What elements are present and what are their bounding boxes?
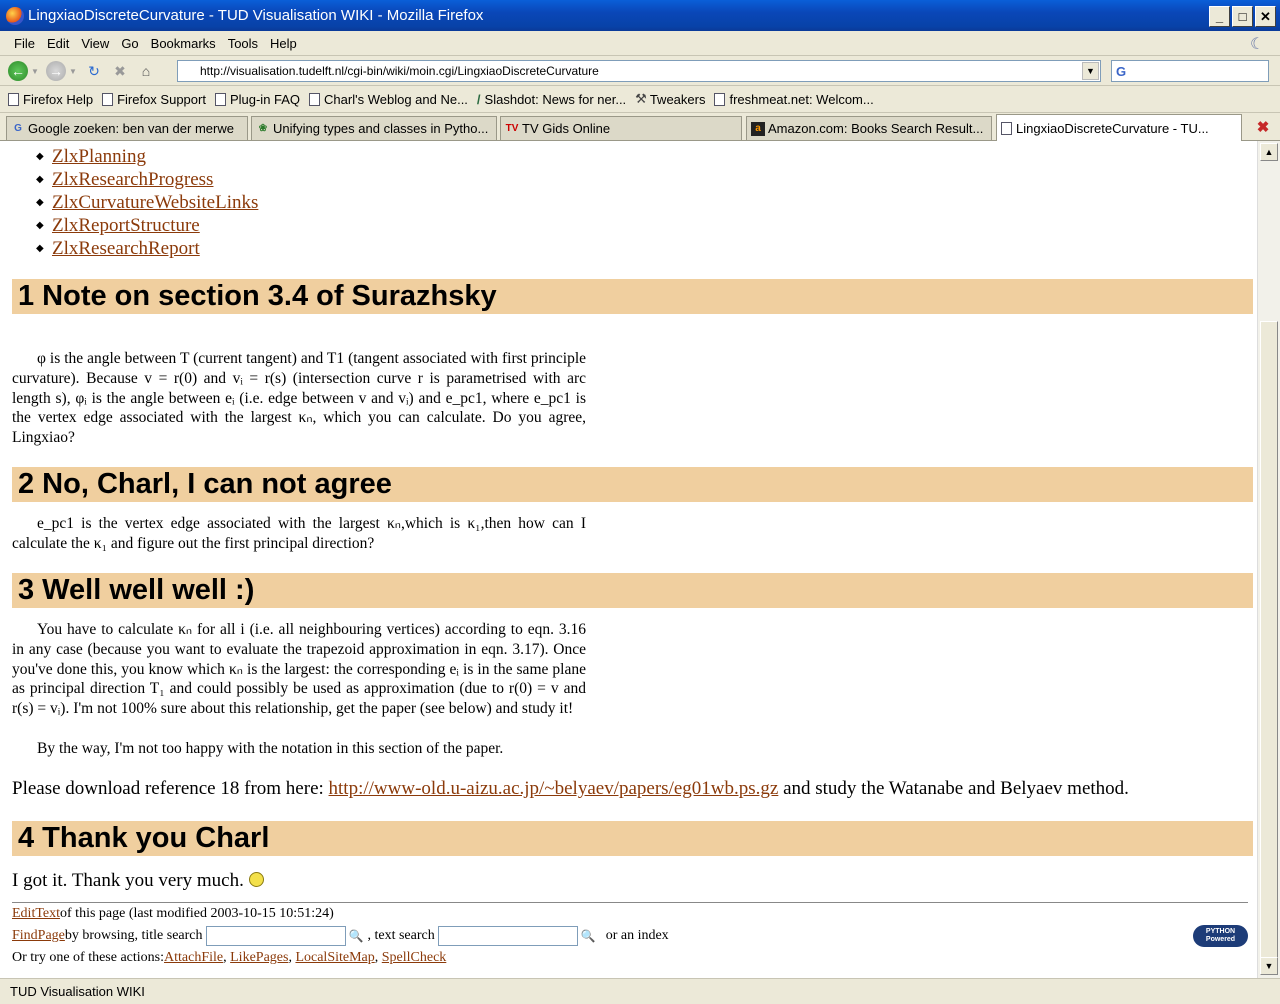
link-zlxplanning[interactable]: ZlxPlanning <box>52 146 146 167</box>
title-search-input[interactable] <box>206 926 346 946</box>
text-search-input[interactable] <box>438 926 578 946</box>
minimize-button[interactable]: _ <box>1209 6 1230 27</box>
google-search-icon[interactable]: G <box>1116 63 1127 79</box>
throbber-icon: ☾ <box>1250 36 1265 53</box>
footer-edit-line: EditText of this page (last modified 2003-10-15 10:51:24) <box>12 906 334 921</box>
close-tab-icon[interactable]: ✖ <box>1256 119 1270 136</box>
list-item <box>36 214 258 237</box>
tab-amazon[interactable]: a Amazon.com: Books Search Result... <box>746 116 992 140</box>
stop-icon[interactable]: ✖ <box>114 62 126 79</box>
section-3-paragraph-2: By the way, I'm not too happy with the notation in this section of the paper. <box>37 740 504 757</box>
smiley-icon <box>249 872 264 887</box>
forward-icon[interactable]: → <box>46 61 66 81</box>
section-heading-4: 4 Thank you Charl <box>12 821 1253 856</box>
page-icon <box>102 93 113 106</box>
tab-bar <box>0 113 1280 141</box>
section-3-paragraph: You have to calculate κₙ for all i (i.e. all neighbouring vertices) according to eqn. 3.16 in any case (because you want to evaluate the trapezoid approximation in eqn. 3.17). Once you've done this, you know which κₙ is the largest: the corresponding eᵢ is in the same plane as principal direction T₁ and could possibly be used as approximation (due to r(0) = v and r(s) = vᵢ). I'm not 100% sure about this relationship, get the paper (see below) and study it! <box>12 621 586 718</box>
close-button[interactable]: ✕ <box>1255 6 1276 27</box>
section-4-paragraph: I got it. Thank you very much. <box>12 869 264 893</box>
reload-icon[interactable]: ↻ <box>88 62 100 79</box>
footer-divider <box>12 902 1248 903</box>
tweakers-icon: ⚒ <box>635 91 647 106</box>
search-icon[interactable]: 🔍 <box>348 928 364 943</box>
section-heading-1: 1 Note on section 3.4 of Surazhsky <box>12 279 1253 314</box>
page-icon <box>309 93 320 106</box>
list-item <box>36 237 258 260</box>
python-powered-badge[interactable]: PYTHON Powered <box>1193 925 1248 947</box>
menu-tools[interactable]: Tools <box>227 35 259 51</box>
section-2-paragraph: e_pc1 is the vertex edge associated with the largest κₙ,which is κ₁,then how can I calculate the κ₁ and figure out the first principal direction? <box>12 515 586 552</box>
page-content <box>0 141 1257 978</box>
local-site-map-link[interactable]: LocalSiteMap <box>295 950 375 965</box>
download-paragraph: Please download reference 18 from here: http://www-old.u-aizu.ac.jp/~belyaev/papers/eg01wb.ps.gz and study the Watanabe and Belyaev method. <box>12 778 1129 799</box>
link-zlxcurvaturewebsitelinks[interactable]: ZlxCurvatureWebsiteLinks <box>52 192 259 213</box>
page-links-list <box>36 145 258 260</box>
status-bar <box>0 978 1280 1004</box>
page-icon <box>1001 122 1012 135</box>
menu-bookmarks[interactable]: Bookmarks <box>150 35 216 51</box>
firefox-icon <box>6 7 24 25</box>
page-icon <box>8 93 19 106</box>
section-heading-3: 3 Well well well :) <box>12 573 1253 608</box>
navigation-toolbar <box>0 57 1280 86</box>
vertical-scrollbar[interactable] <box>1257 141 1280 978</box>
bookmark-item[interactable]: freshmeat.net: Welcom... <box>714 92 873 107</box>
bookmarks-toolbar <box>0 86 1280 113</box>
download-link[interactable]: http://www-old.u-aizu.ac.jp/~belyaev/papers/eg01wb.ps.gz <box>328 778 779 799</box>
menu-go[interactable]: Go <box>121 35 139 51</box>
python-icon: ❀ <box>258 123 268 134</box>
tab-python[interactable]: ❀ Unifying types and classes in Pytho... <box>251 116 497 140</box>
menu-help[interactable]: Help <box>270 35 297 51</box>
home-icon[interactable]: ⌂ <box>141 63 151 79</box>
link-zlxresearchprogress[interactable]: ZlxResearchProgress <box>52 169 214 190</box>
bookmark-item[interactable]: Plug-in FAQ <box>215 92 300 107</box>
edit-text-link[interactable]: EditText <box>12 906 61 921</box>
url-bar[interactable] <box>177 60 1101 82</box>
attach-file-link[interactable]: AttachFile <box>164 950 224 965</box>
window-title: LingxiaoDiscreteCurvature - TUD Visualisation WIKI - Mozilla Firefox <box>28 7 484 24</box>
page-icon <box>215 93 226 106</box>
list-item <box>36 145 258 168</box>
link-zlxreportstructure[interactable]: ZlxReportStructure <box>52 215 200 236</box>
scroll-up-icon[interactable]: ▲ <box>1260 143 1278 161</box>
bookmark-item[interactable]: Charl's Weblog and Ne... <box>309 92 468 107</box>
list-item <box>36 168 258 191</box>
footer-actions-line: Or try one of these actions: AttachFile , LikePages , LocalSiteMap , SpellCheck <box>12 950 447 965</box>
forward-dropdown-icon[interactable]: ▼ <box>69 66 77 76</box>
url-text: http://visualisation.tudelft.nl/cgi-bin/wiki/moin.cgi/LingxiaoDiscreteCurvature <box>200 64 599 78</box>
menu-view[interactable]: View <box>81 35 110 51</box>
scroll-thumb[interactable] <box>1260 321 1278 961</box>
scroll-down-icon[interactable]: ▼ <box>1260 957 1278 975</box>
menu-bar <box>0 31 1280 56</box>
bookmark-item[interactable]: ⚒ Tweakers <box>635 91 706 107</box>
bookmark-item[interactable]: Firefox Support <box>102 92 206 107</box>
find-page-link[interactable]: FindPage <box>12 928 65 943</box>
tab-active-page[interactable]: LingxiaoDiscreteCurvature - TU... <box>996 114 1242 141</box>
page-icon <box>714 93 725 106</box>
slashdot-icon: / <box>476 91 481 107</box>
like-pages-link[interactable]: LikePages <box>230 950 289 965</box>
back-dropdown-icon[interactable]: ▼ <box>31 66 39 76</box>
menu-edit[interactable]: Edit <box>46 35 70 51</box>
url-dropdown-icon[interactable]: ▼ <box>1082 62 1099 80</box>
menu-file[interactable]: File <box>14 35 35 51</box>
footer-find-line: FindPage by browsing, title search 🔍 , text search 🔍 or an index <box>12 926 669 946</box>
section-heading-2: 2 No, Charl, I can not agree <box>12 467 1253 502</box>
spell-check-link[interactable]: SpellCheck <box>381 950 447 965</box>
search-icon[interactable]: 🔍 <box>580 928 596 943</box>
search-box[interactable] <box>1111 60 1269 82</box>
tv-icon: TV <box>505 123 519 134</box>
tab-google[interactable]: G Google zoeken: ben van der merwe <box>6 116 248 140</box>
amazon-icon: a <box>751 122 765 136</box>
status-text: TUD Visualisation WIKI <box>10 984 145 999</box>
maximize-button[interactable]: □ <box>1232 6 1253 27</box>
tab-tvgids[interactable]: TV TV Gids Online <box>500 116 742 140</box>
list-item <box>36 191 258 214</box>
window-controls <box>1209 6 1276 27</box>
section-1-paragraph: φ is the angle between T (current tangent) and T1 (tangent associated with first principle curvature). Because v = r(0) and vᵢ = r(s) (intersection curve r is parametrised with arc length s), φᵢ is the angle between eᵢ (i.e. edge between v and vᵢ) and e_pc1, where e_pc1 is the vertex edge associated with the largest κₙ, which you can calculate. Do you agree, Lingxiao? <box>12 350 586 447</box>
bookmark-item[interactable]: Firefox Help <box>8 92 93 107</box>
back-icon[interactable]: ← <box>8 61 28 81</box>
title-bar <box>0 0 1280 31</box>
link-zlxresearchreport[interactable]: ZlxResearchReport <box>52 238 200 259</box>
bookmark-item[interactable]: / Slashdot: News for ner... <box>476 91 627 107</box>
google-icon: G <box>14 123 22 134</box>
